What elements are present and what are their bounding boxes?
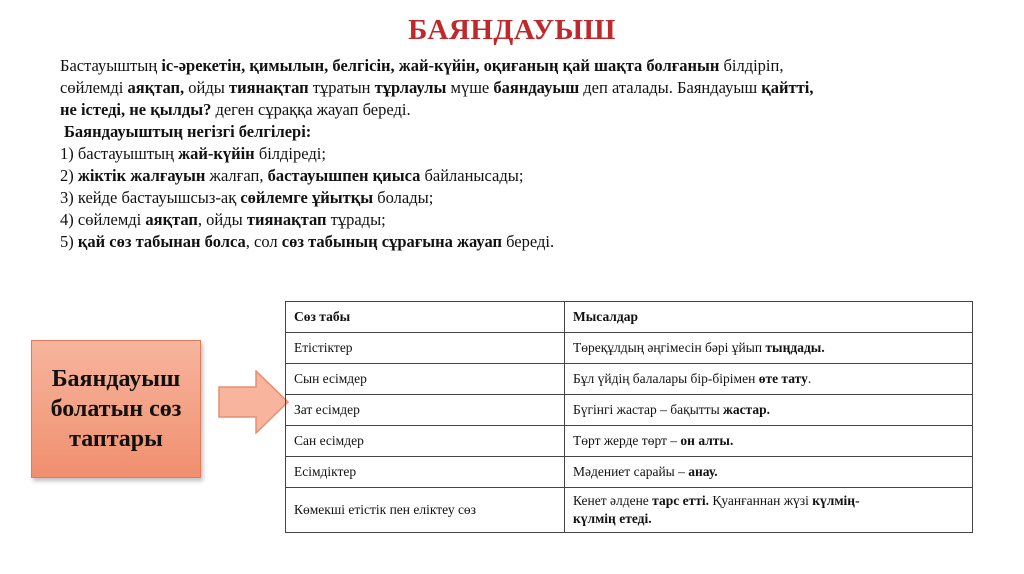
column-header-examples: Мысалдар	[565, 302, 973, 333]
parts-of-speech-table	[285, 301, 973, 533]
table-row	[286, 457, 973, 488]
table-row	[286, 488, 973, 533]
table-header-row	[286, 302, 973, 333]
sign-item-1: 1) бастауыштың жай-күйін білдіреді;	[60, 144, 326, 163]
table-row	[286, 426, 973, 457]
parts-of-speech-callout	[31, 340, 201, 478]
example-cell: Бұл үйдің балалары бір-бірімен өте тату.	[565, 364, 973, 395]
part-of-speech-cell: Етістіктер	[286, 333, 565, 364]
signs-heading: Баяндауыштың негізгі белгілері:	[64, 122, 312, 141]
arrow-right-icon	[218, 370, 290, 434]
sign-item-5: 5) қай сөз табынан болса, сол сөз табының сұрағына жауап береді.	[60, 232, 555, 251]
callout-line-1: Баяндауыш	[51, 366, 181, 392]
definition-line-2: сөйлемді аяқтап, ойды тиянақтап тұратын тұрлаулы мүше баяндауыш деп аталады. Баяндауыш қайтті,	[60, 78, 814, 97]
part-of-speech-cell: Сан есімдер	[286, 426, 565, 457]
definition-line-1: Бастауыштың іс-әрекетін, қимылын, белгісін, жай-күйін, оқиғаның қай шақта болғанын білдіріп,	[60, 56, 784, 75]
example-cell: Мәдениет сарайы – анау.	[565, 457, 973, 488]
part-of-speech-cell: Көмекші етістік пен еліктеу сөз	[286, 488, 565, 533]
column-header-part-of-speech: Сөз табы	[286, 302, 565, 333]
sign-item-2: 2) жіктік жалғауын жалғап, бастауышпен қиыса байланысады;	[60, 166, 524, 185]
example-cell: Төрт жерде төрт – он алты.	[565, 426, 973, 457]
example-cell: Кенет әлдене тарс етті. Қуанғаннан жүзі күлмің- күлмің етеді.	[565, 488, 973, 533]
table-row	[286, 333, 973, 364]
callout-line-2: болатын сөз	[50, 396, 182, 422]
part-of-speech-cell: Сын есімдер	[286, 364, 565, 395]
definition-text	[60, 55, 960, 253]
sign-item-3: 3) кейде бастауышсыз-ақ сөйлемге ұйытқы болады;	[60, 188, 434, 207]
sign-item-4: 4) сөйлемді аяқтап, ойды тиянақтап тұрады;	[60, 210, 386, 229]
part-of-speech-cell: Есімдіктер	[286, 457, 565, 488]
page-title: БАЯНДАУЫШ	[408, 14, 616, 46]
example-cell: Бүгінгі жастар – бақытты жастар.	[565, 395, 973, 426]
example-cell: Төреқұлдың әңгімесін бәрі ұйып тыңдады.	[565, 333, 973, 364]
definition-line-3: не істеді, не қылды? деген сұраққа жауап береді.	[60, 100, 411, 119]
table-row	[286, 395, 973, 426]
callout-line-3: таптары	[69, 426, 163, 452]
table-row	[286, 364, 973, 395]
part-of-speech-cell: Зат есімдер	[286, 395, 565, 426]
